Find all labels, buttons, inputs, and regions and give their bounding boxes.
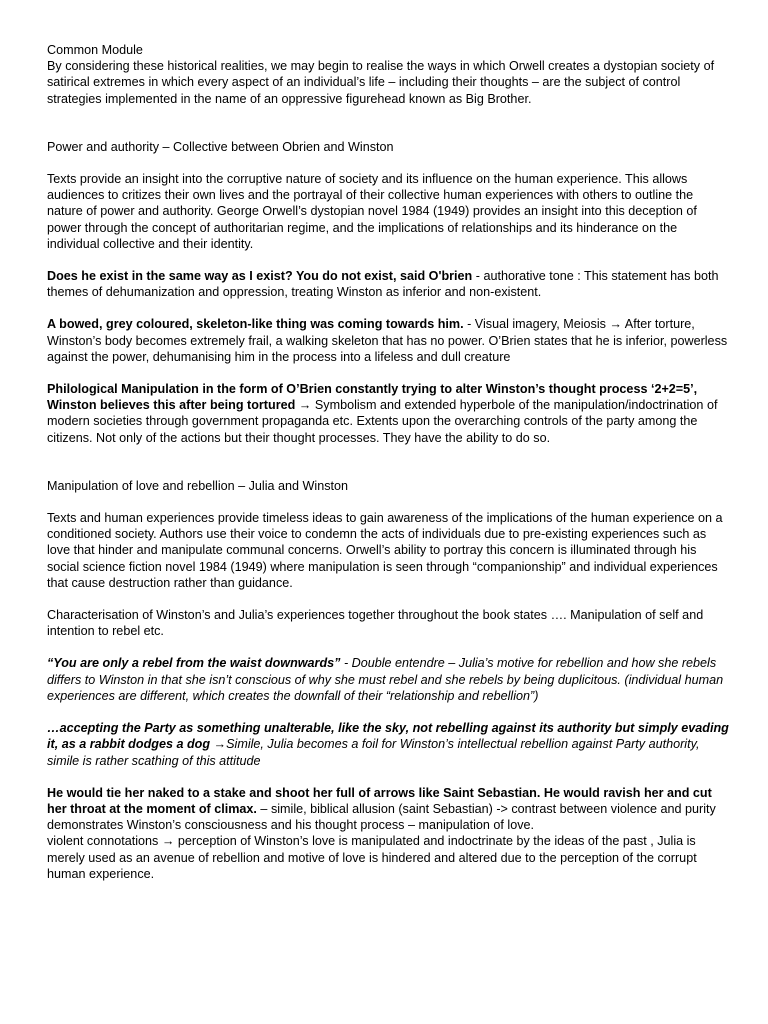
section2-point3	[47, 785, 730, 834]
analysis: - Double entendre – Julia’s motive for rebellion and how she rebels differs to Winston in that she isn’t conscious of why she must rebel and she rebels by being duplicitous. (individual human experiences are different, which creates the downfall of their “relationship and rebellion”)	[47, 656, 724, 703]
section1-point2	[47, 316, 730, 365]
section1-point3	[47, 381, 730, 446]
section2-characterisation: Characterisation of Winston’s and Julia’s experiences together throughout the book states …. Manipulation of self and intention to rebel etc.	[47, 608, 704, 639]
section2-point2	[47, 720, 730, 769]
intro-paragraph: By considering these historical realities, we may begin to realise the ways in which Orwell creates a dystopian society of satirical extremes in which every aspect of an individual’s life – including their thoughts – are the subject of control strategies implemented in the name of an oppressive figurehead known as Big Brother.	[47, 59, 715, 106]
analysis: Symbolism and extended hyperbole of the manipulation/indoctrination of modern societies through government propaganda etc. Extents upon the overarching controls of the party among the citizens. Not only of the actions but their thought processes. They have the ability to do so.	[47, 398, 718, 445]
section1-intro: Texts provide an insight into the corruptive nature of society and its influence on the human experience. This allows audiences to critizes their own lives and the portrayal of their collective human experiences with others to outline the nature of power and authority. George Orwell’s dystopian novel 1984 (1949) provides an insight into this deception of power through the concept of authoritarian regime, and the implications of relationships and its hinderance on the individual collective and their identity.	[47, 172, 697, 251]
section2-point1	[47, 655, 730, 704]
quote: He would tie her naked to a stake and shoot her full of arrows like Saint Sebastian. He would ravish her and cut her throat at the moment of climax.	[47, 785, 712, 816]
analysis: Simile, Julia becomes a foil for Winston’s intellectual rebellion against Party authority, simile is rather scathing of this attitude	[47, 737, 700, 768]
section2-point3-continued: violent connotations → perception of Winston’s love is manipulated and indoctrinate by the ideas of the past , Julia is merely used as an avenue of rebellion and motive of love is hindered and altered due to the perception of the corrupt human experience.	[47, 834, 697, 881]
section2-heading: Manipulation of love and rebellion – Julia and Winston	[47, 478, 349, 493]
quote: A bowed, grey coloured, skeleton-like thing was coming towards him.	[47, 317, 464, 332]
quote: Philological Manipulation in the form of O’Brien constantly trying to alter Winston’s thought process ‘2+2=5’, Winston believes this after being tortured →	[47, 382, 698, 413]
analysis: - Visual imagery, Meiosis → After torture, Winston’s body becomes extremely frail, a walking skeleton that has no power. O’Brien states that he is inferior, powerless against the power, dehumanising him in the process into a lifeless and dull creature	[47, 317, 728, 364]
module-title: Common Module	[47, 43, 143, 57]
quote: …accepting the Party as something unalterable, like the sky, not rebelling against its authority but simply evading it, as a rabbit dodges a dog →	[47, 721, 729, 752]
section1-point1	[47, 268, 730, 300]
quote: “You are only a rebel from the waist downwards”	[47, 656, 341, 671]
section2-intro: Texts and human experiences provide timeless ideas to gain awareness of the implications of the human experience on a conditioned society. Authors use their voice to condemn the acts of individuals due to pre-existing experiences such as love that hinder and manipulate communal concerns. Orwell’s ability to portray this concern is illuminated through his social science fiction novel 1984 (1949) where manipulation is seen through “companionship” and individual experiences that cause destruction rather than guidance.	[47, 511, 723, 590]
analysis: - authorative tone : This statement has both themes of dehumanization and oppression, treating Winston as inferior and non-existent.	[47, 269, 719, 300]
analysis: – simile, biblical allusion (saint Sebastian) -> contrast between violence and purity demonstrates Winston’s consciousness and his thought process – manipulation of love.	[47, 801, 716, 833]
quote: Does he exist in the same way as I exist? You do not exist, said O'brien	[47, 269, 473, 284]
section1-heading: Power and authority – Collective between Obrien and Winston	[47, 139, 394, 154]
